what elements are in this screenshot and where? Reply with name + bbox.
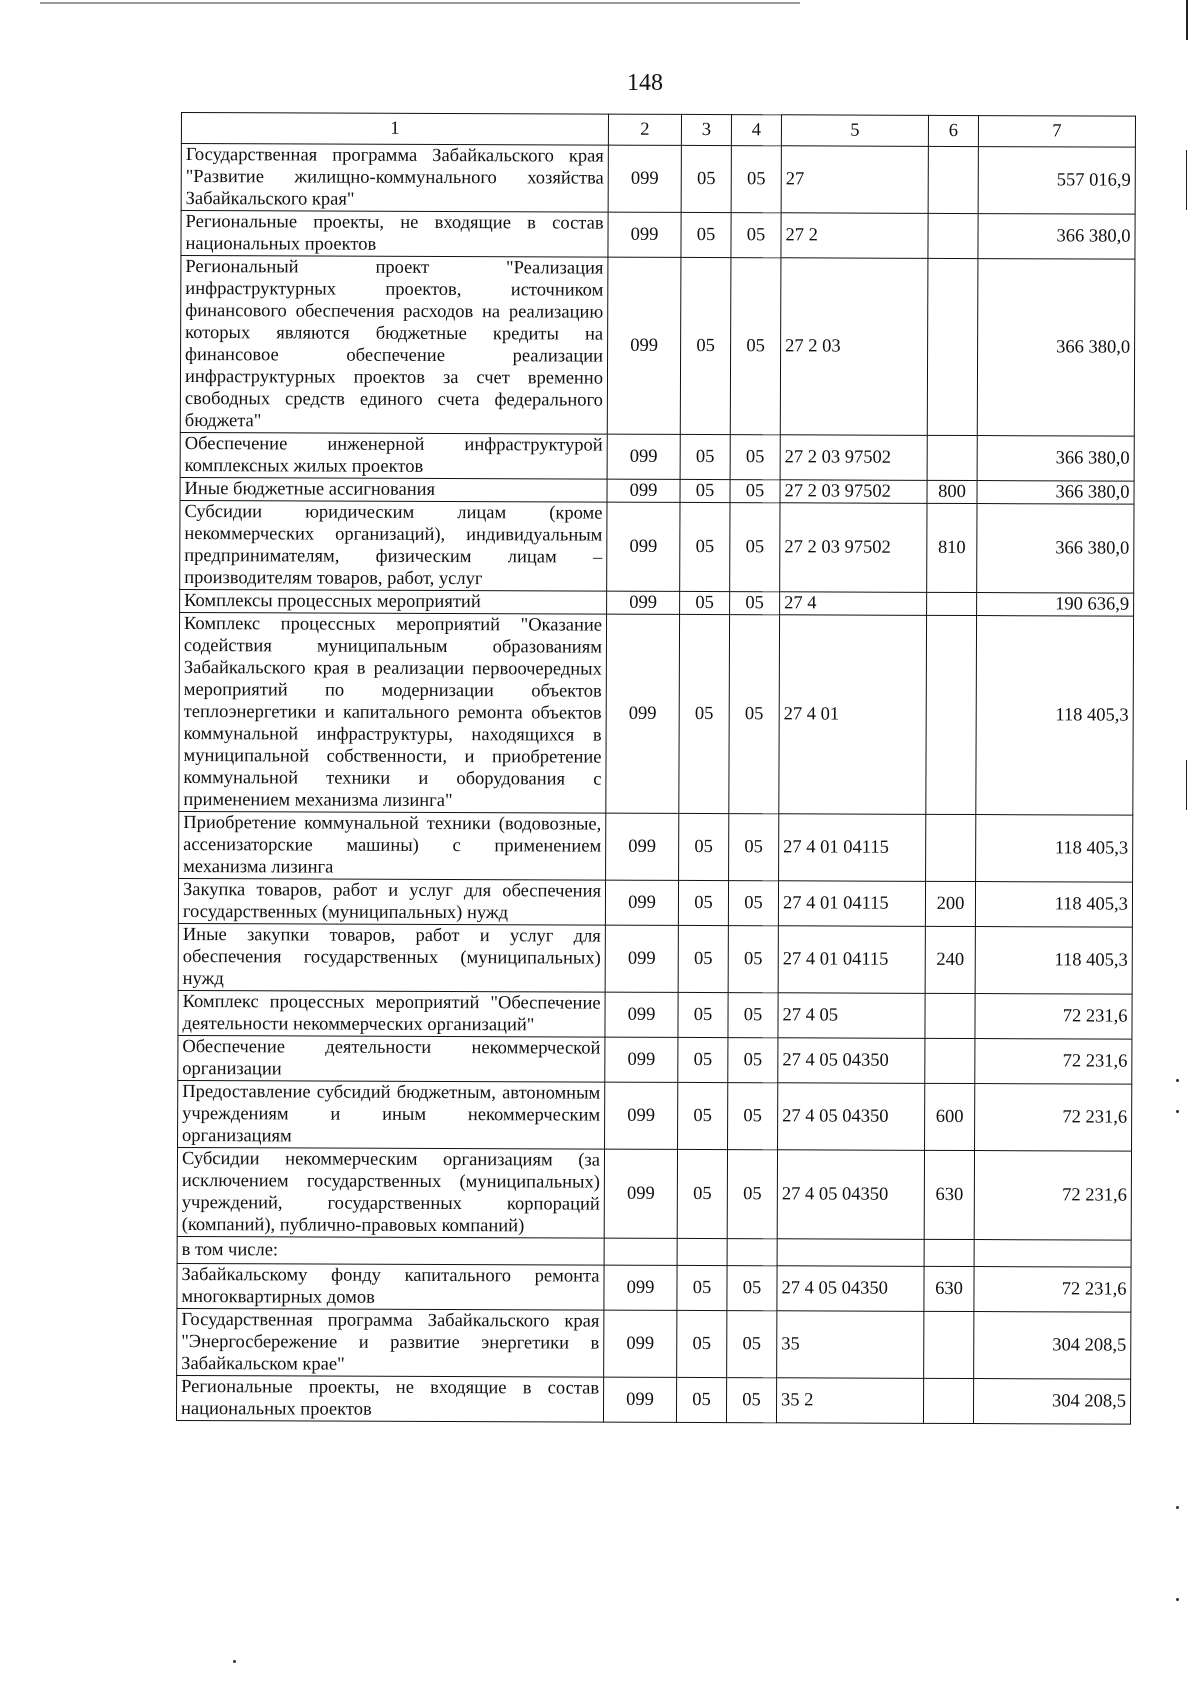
subsection-code-cell: 05 bbox=[729, 615, 780, 814]
section-code-cell: 05 bbox=[680, 257, 731, 434]
ministry-code-cell bbox=[604, 1238, 677, 1265]
target-article-cell bbox=[777, 1239, 924, 1267]
row-name-cell: Приобретение коммунальной техники (водовозные, ассенизаторские машины) с применением механизма лизинга bbox=[179, 811, 606, 880]
scan-speck bbox=[1176, 1506, 1179, 1509]
ministry-code-cell: 099 bbox=[607, 479, 680, 502]
expense-type-cell: 630 bbox=[924, 1150, 974, 1239]
target-article-cell: 27 2 bbox=[781, 213, 928, 259]
column-header: 7 bbox=[978, 116, 1135, 148]
table-row bbox=[180, 256, 1135, 437]
table-row bbox=[177, 1236, 1131, 1267]
column-header: 5 bbox=[781, 115, 928, 147]
ministry-code-cell: 099 bbox=[608, 212, 681, 257]
target-article-cell: 27 4 01 04115 bbox=[779, 814, 926, 882]
amount-cell: 366 380,0 bbox=[977, 504, 1134, 594]
amount-cell: 118 405,3 bbox=[976, 815, 1133, 883]
section-code-cell: 05 bbox=[677, 1149, 727, 1238]
amount-cell: 366 380,0 bbox=[977, 259, 1135, 437]
row-name-cell: Региональные проекты, не входящие в состав национальных проектов bbox=[181, 211, 608, 258]
ministry-code-cell: 099 bbox=[605, 880, 678, 925]
target-article-cell: 27 4 05 04350 bbox=[778, 1038, 925, 1084]
amount-cell: 366 380,0 bbox=[977, 436, 1134, 482]
amount-cell: 72 231,6 bbox=[975, 1084, 1132, 1152]
section-code-cell: 05 bbox=[680, 591, 730, 614]
ministry-code-cell: 099 bbox=[608, 145, 681, 212]
table-row bbox=[178, 990, 1132, 1039]
expense-type-cell: 810 bbox=[927, 503, 977, 592]
expense-type-cell bbox=[925, 993, 975, 1038]
amount-cell: 118 405,3 bbox=[975, 927, 1132, 995]
ministry-code-cell: 099 bbox=[603, 1377, 676, 1422]
expense-type-cell: 600 bbox=[925, 1083, 975, 1150]
table-row bbox=[177, 1147, 1131, 1240]
section-code-cell: 05 bbox=[680, 434, 730, 479]
subsection-code-cell: 05 bbox=[728, 993, 778, 1038]
section-code-cell: 05 bbox=[678, 1082, 728, 1149]
subsection-code-cell: 05 bbox=[727, 1150, 777, 1239]
row-name-cell: Государственная программа Забайкальского края "Энергосбережение и развитие энергетики в Забайкальском крае" bbox=[177, 1308, 604, 1377]
row-name-cell: Субсидии некоммерческим организациям (за исключением государственных (муниципальных) учреждений, государственных корпораций (компаний), публично-правовых компаний) bbox=[177, 1147, 604, 1238]
subsection-code-cell: 05 bbox=[728, 1038, 778, 1083]
section-code-cell: 05 bbox=[681, 212, 731, 257]
amount-cell: 72 231,6 bbox=[974, 1267, 1131, 1313]
subsection-code-cell bbox=[727, 1239, 777, 1266]
subsection-code-cell: 05 bbox=[730, 503, 780, 592]
expense-type-cell: 240 bbox=[925, 926, 975, 993]
section-code-cell: 05 bbox=[681, 145, 731, 212]
table-row bbox=[178, 1035, 1132, 1084]
column-header: 2 bbox=[608, 114, 681, 145]
target-article-cell: 35 bbox=[777, 1311, 924, 1379]
row-name-cell: Комплексы процессных мероприятий bbox=[180, 589, 607, 614]
scan-top-rule bbox=[40, 2, 800, 4]
target-article-cell: 27 4 05 04350 bbox=[777, 1266, 924, 1312]
column-header: 1 bbox=[181, 113, 608, 146]
amount-cell: 72 231,6 bbox=[975, 994, 1132, 1040]
amount-cell: 72 231,6 bbox=[974, 1151, 1131, 1241]
table-row bbox=[180, 589, 1134, 616]
expense-type-cell bbox=[925, 1038, 975, 1083]
section-code-cell: 05 bbox=[678, 1037, 728, 1082]
table-row bbox=[179, 811, 1133, 882]
target-article-cell: 27 2 03 97502 bbox=[780, 480, 927, 504]
section-code-cell: 05 bbox=[676, 1377, 726, 1422]
expense-type-cell bbox=[928, 213, 978, 258]
expense-type-cell bbox=[926, 814, 976, 881]
subsection-code-cell: 05 bbox=[728, 881, 778, 926]
target-article-cell: 35 2 bbox=[776, 1378, 923, 1424]
ministry-code-cell: 099 bbox=[605, 925, 678, 992]
subsection-code-cell: 05 bbox=[731, 146, 781, 213]
section-code-cell: 05 bbox=[679, 614, 730, 813]
section-code-cell: 05 bbox=[678, 992, 728, 1037]
expense-type-cell bbox=[924, 1239, 974, 1266]
section-code-cell: 05 bbox=[680, 479, 730, 502]
amount-cell: 366 380,0 bbox=[978, 214, 1135, 260]
section-code-cell: 05 bbox=[678, 880, 728, 925]
amount-cell: 118 405,3 bbox=[975, 882, 1132, 928]
amount-cell: 304 208,5 bbox=[973, 1379, 1130, 1425]
section-code-cell: 05 bbox=[679, 813, 729, 880]
ministry-code-cell: 099 bbox=[606, 813, 679, 880]
ministry-code-cell: 099 bbox=[605, 1037, 678, 1082]
row-name-cell: Обеспечение деятельности некоммерческой организации bbox=[178, 1035, 605, 1082]
target-article-cell: 27 4 bbox=[780, 592, 927, 616]
row-name-cell: в том числе: bbox=[177, 1236, 604, 1265]
ministry-code-cell: 099 bbox=[604, 1149, 677, 1238]
ministry-code-cell: 099 bbox=[607, 257, 681, 434]
target-article-cell: 27 2 03 bbox=[780, 258, 928, 436]
subsection-code-cell: 05 bbox=[726, 1378, 776, 1423]
scan-speck bbox=[233, 1660, 236, 1663]
header-row bbox=[181, 113, 1135, 148]
section-code-cell: 05 bbox=[677, 1265, 727, 1310]
section-code-cell: 05 bbox=[677, 1310, 727, 1377]
amount-cell: 304 208,5 bbox=[974, 1312, 1131, 1380]
ministry-code-cell: 099 bbox=[605, 1082, 678, 1149]
target-article-cell: 27 4 05 04350 bbox=[777, 1150, 924, 1240]
amount-cell: 72 231,6 bbox=[975, 1039, 1132, 1085]
ministry-code-cell: 099 bbox=[605, 992, 678, 1037]
expense-type-cell bbox=[924, 1311, 974, 1378]
row-name-cell: Субсидии юридическим лицам (кроме некоммерческих организаций), индивидуальным предпринимателям, физическим лицам – производителям товаров, работ, услуг bbox=[180, 500, 607, 591]
expense-type-cell: 800 bbox=[927, 480, 977, 503]
expense-type-cell bbox=[928, 146, 978, 213]
row-name-cell: Иные закупки товаров, работ и услуг для обеспечения государственных (муниципальных) нужд bbox=[178, 923, 605, 992]
table-row bbox=[178, 878, 1132, 927]
scan-speck bbox=[1176, 1598, 1179, 1601]
subsection-code-cell: 05 bbox=[727, 1311, 777, 1378]
row-name-cell: Региональный проект "Реализация инфраструктурных проектов, источником финансового обеспечения расходов на реализацию которых являются бюджетные кредиты на финансовое обеспечение реализации инфраструктурных проектов за счет временно свободных средств единого счета федерального бюджета" bbox=[180, 256, 608, 435]
expense-type-cell bbox=[923, 1378, 973, 1423]
row-name-cell: Региональные проекты, не входящие в состав национальных проектов bbox=[176, 1375, 603, 1422]
subsection-code-cell: 05 bbox=[730, 435, 780, 480]
target-article-cell: 27 2 03 97502 bbox=[780, 435, 927, 481]
table-row bbox=[180, 500, 1134, 593]
section-code-cell: 05 bbox=[680, 502, 730, 591]
scan-margin-mark bbox=[1186, 760, 1187, 810]
ministry-code-cell: 099 bbox=[604, 1310, 677, 1377]
row-name-cell: Закупка товаров, работ и услуг для обеспечения государственных (муниципальных) нужд bbox=[178, 878, 605, 925]
amount-cell: 118 405,3 bbox=[976, 616, 1134, 816]
ministry-code-cell: 099 bbox=[607, 434, 680, 479]
subsection-code-cell: 05 bbox=[728, 1083, 778, 1150]
row-name-cell: Обеспечение инженерной инфраструктурой комплексных жилых проектов bbox=[180, 432, 607, 479]
ministry-code-cell: 099 bbox=[607, 591, 680, 614]
table-row bbox=[176, 1375, 1130, 1424]
subsection-code-cell: 05 bbox=[730, 480, 780, 503]
amount-cell: 366 380,0 bbox=[977, 481, 1134, 505]
table-row bbox=[181, 211, 1135, 260]
subsection-code-cell: 05 bbox=[729, 814, 779, 881]
table-row bbox=[178, 1080, 1132, 1151]
subsection-code-cell: 05 bbox=[730, 258, 781, 435]
amount-cell bbox=[974, 1240, 1131, 1268]
expense-type-cell bbox=[927, 592, 977, 615]
section-code-cell: 05 bbox=[678, 925, 728, 992]
target-article-cell: 27 4 01 04115 bbox=[778, 926, 925, 994]
scan-speck bbox=[1176, 1110, 1179, 1113]
target-article-cell: 27 2 03 97502 bbox=[780, 503, 927, 593]
target-article-cell: 27 4 01 04115 bbox=[778, 881, 925, 927]
target-article-cell: 27 4 05 04350 bbox=[778, 1083, 925, 1151]
table-row bbox=[180, 477, 1134, 504]
table-body bbox=[176, 144, 1135, 1425]
row-name-cell: Предоставление субсидий бюджетным, автономным учреждениям и иным некоммерческим организациям bbox=[178, 1080, 605, 1149]
ministry-code-cell: 099 bbox=[606, 614, 680, 813]
row-name-cell: Государственная программа Забайкальского края "Развитие жилищно-коммунального хозяйства Забайкальского края" bbox=[181, 144, 608, 213]
expense-type-cell bbox=[927, 435, 977, 480]
column-header: 6 bbox=[928, 115, 978, 146]
amount-cell: 190 636,9 bbox=[977, 593, 1134, 617]
scan-margin-mark bbox=[1186, 150, 1187, 210]
table-row bbox=[181, 144, 1135, 215]
page-number: 148 bbox=[627, 70, 663, 96]
target-article-cell: 27 bbox=[781, 146, 928, 214]
table-row bbox=[179, 612, 1134, 815]
expense-type-cell bbox=[926, 615, 977, 814]
expense-type-cell bbox=[927, 258, 978, 435]
target-article-cell: 27 4 01 bbox=[779, 615, 927, 815]
budget-table bbox=[176, 112, 1136, 1425]
table-row bbox=[177, 1308, 1131, 1379]
expense-type-cell: 630 bbox=[924, 1266, 974, 1311]
table-row bbox=[180, 432, 1134, 481]
column-header: 3 bbox=[681, 114, 731, 145]
scan-speck bbox=[1176, 1079, 1179, 1082]
subsection-code-cell: 05 bbox=[728, 926, 778, 993]
ministry-code-cell: 099 bbox=[607, 502, 680, 591]
row-name-cell: Иные бюджетные ассигнования bbox=[180, 477, 607, 502]
table-row bbox=[178, 923, 1132, 994]
subsection-code-cell: 05 bbox=[731, 213, 781, 258]
target-article-cell: 27 4 05 bbox=[778, 993, 925, 1039]
row-name-cell: Комплекс процессных мероприятий "Обеспечение деятельности некоммерческих организаций" bbox=[178, 990, 605, 1037]
row-name-cell: Комплекс процессных мероприятий "Оказание содействия муниципальным образованиям Забайкальского края в реализации первоочередных мероприятий по модернизации объектов теплоэнергетики и капитального ремонта объектов коммунальной инфраструктуры, находящихся в муниципальной собственности, и приобретение коммунальной техники и оборудования с применением механизма лизинга" bbox=[179, 612, 607, 813]
section-code-cell bbox=[677, 1238, 727, 1265]
column-header: 4 bbox=[731, 115, 781, 146]
subsection-code-cell: 05 bbox=[727, 1266, 777, 1311]
ministry-code-cell: 099 bbox=[604, 1265, 677, 1310]
amount-cell: 557 016,9 bbox=[978, 147, 1135, 215]
scan-margin-mark bbox=[1186, 0, 1188, 40]
row-name-cell: Забайкальскому фонду капитального ремонта многоквартирных домов bbox=[177, 1263, 604, 1310]
subsection-code-cell: 05 bbox=[730, 592, 780, 615]
table-row bbox=[177, 1263, 1131, 1312]
expense-type-cell: 200 bbox=[925, 881, 975, 926]
